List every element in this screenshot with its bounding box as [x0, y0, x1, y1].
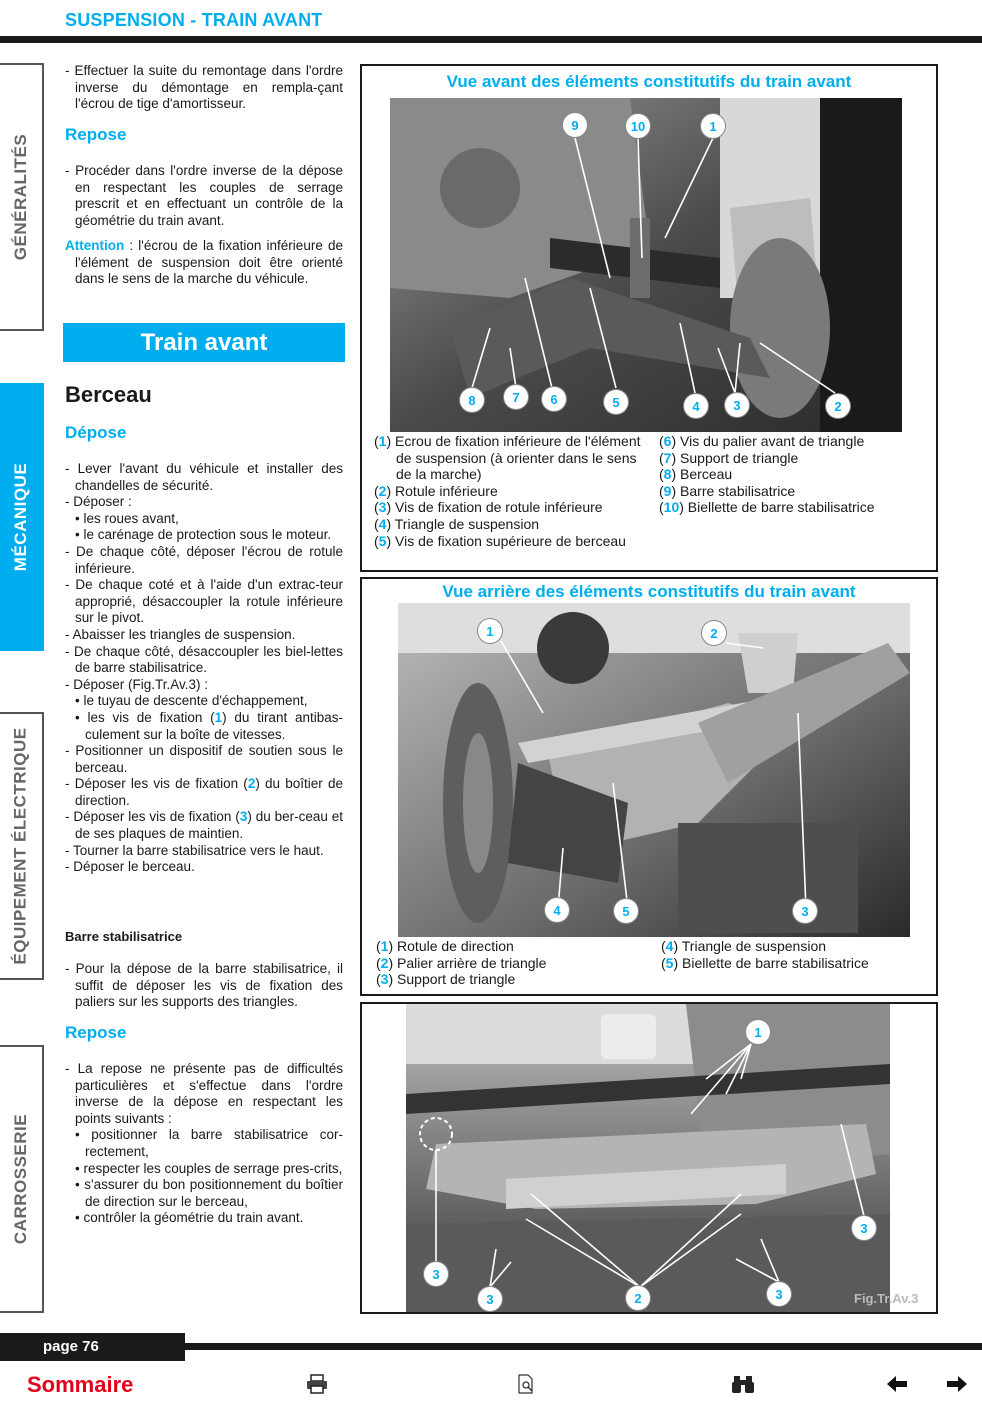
callout-marker: 2	[826, 394, 850, 418]
paren: )	[671, 449, 677, 466]
legend-number: 2	[380, 954, 389, 971]
figure-rear-view	[360, 577, 938, 996]
paren: (	[661, 954, 666, 971]
legend-number: 10	[663, 499, 680, 516]
list-item: - Effectuer la suite du remontage dans l'ordre inverse du démontage en rempla-çant l'écrou de tige d'amortisseur.	[65, 63, 343, 112]
paren: (	[659, 449, 664, 466]
callout-marker: 1	[746, 1020, 770, 1044]
paren: (	[374, 433, 379, 449]
list-item	[65, 809, 343, 842]
tab-label: CARROSSERIE	[11, 1113, 30, 1245]
list-item: - Lever l'avant du véhicule et installer des chandelles de sécurité.	[65, 461, 343, 493]
rear-suspension-illustration	[398, 603, 910, 937]
figure-front-view	[360, 64, 938, 572]
section-heading: Berceau	[65, 382, 152, 407]
callout-marker: 5	[614, 899, 638, 923]
legend-number: 4	[665, 938, 674, 954]
callout-marker: 3	[725, 393, 749, 417]
paren: )	[388, 971, 394, 988]
legend-number: 4	[378, 515, 387, 532]
list-item-text: ) du ber-ceau et de ses plaques de maintien.	[75, 809, 343, 842]
legend-entry	[374, 516, 644, 533]
legend-text: Vis de fixation supérieure de berceau	[391, 532, 626, 549]
legend-text: Triangle de suspension	[391, 515, 540, 532]
rear-suspension-photo	[398, 603, 910, 937]
list-item: - La repose ne présente pas de difficultés particulières et s'effectue dans l'ordre inverse de la dépose en respectant les points suivants :	[65, 1061, 343, 1126]
figure-subframe-view	[360, 1002, 938, 1314]
legend-text: Berceau	[676, 466, 733, 483]
legend-number: 5	[378, 532, 387, 549]
paren: )	[386, 433, 392, 449]
paren: (	[376, 938, 381, 954]
list-item: - De chaque côté, déposer l'écrou de rotule inférieure.	[65, 543, 343, 576]
paren: )	[673, 938, 679, 954]
callout-number: 3	[239, 809, 248, 825]
arrow-right-icon[interactable]	[946, 1374, 968, 1399]
list-item-text: - Déposer les vis de fixation (	[65, 809, 240, 825]
callout-marker: 4	[545, 898, 569, 922]
paren: (	[374, 499, 379, 516]
legend-entry	[659, 483, 929, 500]
callout-marker: 4	[684, 394, 708, 418]
subframe-photo	[406, 1004, 890, 1312]
legend-text: Barre stabilisatrice	[676, 482, 796, 499]
legend-number: 1	[380, 938, 389, 954]
list-item: • le tuyau de descente d'échappement,	[75, 693, 308, 709]
legend-text: Rotule de direction	[393, 938, 514, 954]
paren: (	[374, 532, 379, 549]
callout-marker: 5	[604, 390, 628, 414]
callout-marker: 2	[702, 621, 726, 645]
figure-title: Vue arrière des éléments constitutifs du train avant	[442, 582, 856, 601]
legend-entry	[374, 433, 644, 483]
paren: (	[659, 433, 664, 449]
tab-carrosserie[interactable]	[0, 1045, 44, 1313]
paren: )	[388, 938, 394, 954]
depose-list	[65, 461, 343, 876]
legend-text: Vis du palier avant de triangle	[676, 433, 865, 449]
legend-text: Vis de fixation de rotule inférieure	[391, 499, 603, 516]
section-banner: Train avant	[63, 323, 345, 362]
figure-legend	[374, 433, 644, 549]
callout-number: 2	[247, 776, 256, 792]
paren: )	[386, 532, 392, 549]
callout-marker: 1	[478, 619, 502, 643]
callout-marker: 2	[626, 1286, 650, 1310]
tab-label: ÉQUIPEMENT ÉLECTRIQUE	[11, 727, 30, 965]
list-item-text: • les vis de fixation (	[75, 709, 215, 725]
legend-number: 8	[663, 466, 672, 483]
barre-text	[65, 961, 343, 1011]
list-item: • les roues avant,	[75, 510, 179, 526]
legend-entry	[661, 938, 931, 955]
paren: )	[388, 954, 394, 971]
tab-mecanique[interactable]	[0, 383, 44, 651]
paren: (	[659, 482, 664, 499]
tab-label: GÉNÉRALITÉS	[11, 133, 30, 261]
list-item: - Procéder dans l'ordre inverse de la dépose en respectant les couples de serrage prescrit et en effectuant un contrôle de la géométrie du train avant.	[65, 163, 343, 228]
list-item-text: - Déposer les vis de fixation (	[65, 776, 248, 792]
attention-text: : l'écrou de la fixation inférieure de l'élément de suspension doit être orienté dans le sens de la marche du véhicule.	[75, 238, 343, 287]
legend-entry	[376, 971, 646, 988]
header-rule	[0, 36, 982, 43]
paren: (	[659, 466, 664, 483]
callout-marker: 7	[504, 385, 528, 409]
callout-marker: 3	[852, 1216, 876, 1240]
callout-marker: 3	[767, 1282, 791, 1306]
attention-label: Attention	[65, 238, 125, 253]
list-item: - Tourner la barre stabilisatrice vers le haut.	[65, 842, 324, 858]
list-item	[65, 710, 343, 743]
front-suspension-illustration	[390, 98, 902, 432]
legend-entry	[659, 499, 929, 516]
list-item: - Déposer :	[65, 494, 132, 510]
figure-legend	[661, 938, 931, 971]
callout-marker: 1	[701, 114, 725, 138]
callout-marker: 10	[626, 114, 650, 138]
list-item: - Abaisser les triangles de suspension.	[65, 626, 296, 642]
callout-marker: 9	[563, 113, 587, 137]
paren: )	[386, 482, 392, 499]
paren: )	[386, 499, 392, 516]
list-item: • s'assurer du bon positionnement du boîtier de direction sur le berceau,	[75, 1177, 343, 1209]
list-item-text: ) du boîtier de direction.	[75, 776, 343, 808]
paren: (	[374, 515, 379, 532]
paren: (	[376, 954, 381, 971]
legend-number: 9	[663, 482, 672, 499]
callout-marker: 3	[424, 1262, 448, 1286]
barre-heading: Barre stabilisatrice	[65, 929, 183, 944]
figure-reference: Fig.Tr.Av.3	[854, 1291, 919, 1306]
paren: )	[679, 499, 684, 516]
tab-generalites[interactable]	[0, 63, 44, 331]
tab-label: MÉCANIQUE	[11, 462, 30, 572]
figure-legend	[376, 938, 646, 988]
list-item: • le carénage de protection sous le moteur.	[75, 527, 332, 543]
arrow-left-icon[interactable]	[886, 1374, 908, 1399]
legend-entry	[376, 938, 646, 955]
list-item	[65, 776, 343, 809]
legend-entry	[659, 466, 929, 483]
list-item: - Pour la dépose de la barre stabilisatrice, il suffit de déposer les vis de fixation des paliers sur les supports des triangles.	[65, 961, 343, 1010]
legend-entry	[374, 483, 644, 500]
legend-text: Ecrou de fixation inférieure de l'élément de suspension (à orienter dans le sens de la marche)	[391, 433, 641, 483]
legend-entry	[659, 433, 929, 450]
callout-marker: 3	[793, 899, 817, 923]
legend-entry	[376, 955, 646, 972]
repose-list	[65, 1061, 343, 1227]
callout-marker: 3	[478, 1287, 502, 1311]
paren: (	[659, 499, 664, 516]
list-item: • contrôler la géométrie du train avant.	[75, 1210, 304, 1226]
callout-number: 1	[214, 709, 223, 725]
figure-title: Vue avant des éléments constitutifs du train avant	[446, 72, 852, 91]
sommaire-link[interactable]: Sommaire	[27, 1372, 134, 1397]
paren: )	[671, 482, 677, 499]
legend-number: 7	[663, 449, 672, 466]
attention-note	[65, 238, 343, 288]
search-document-icon[interactable]	[517, 1374, 535, 1399]
list-item: - Positionner un dispositif de soutien sous le berceau.	[65, 743, 343, 775]
paren: )	[673, 954, 679, 971]
list-item: - De chaque coté et à l'aide d'un extrac-teur approprié, désaccoupler la rotule inférieure sur le pivot.	[65, 577, 343, 626]
depose-heading: Dépose	[65, 423, 127, 442]
legend-entry	[374, 533, 644, 550]
legend-text: Triangle de suspension	[678, 938, 827, 954]
subframe-illustration	[406, 1004, 890, 1312]
legend-number: 5	[665, 954, 674, 971]
list-item: - Déposer (Fig.Tr.Av.3) :	[65, 676, 209, 692]
paren: )	[386, 515, 392, 532]
paren: (	[374, 482, 379, 499]
legend-number: 6	[663, 433, 672, 449]
figure-legend	[659, 433, 929, 516]
legend-number: 1	[378, 433, 387, 449]
legend-text: Rotule inférieure	[391, 482, 498, 499]
legend-text: Biellette de barre stabilisatrice	[683, 499, 875, 516]
intro-text	[65, 63, 343, 113]
callout-marker: 6	[542, 387, 566, 411]
callout-marker: 8	[460, 388, 484, 412]
list-item-text: ) du tirant antibas-culement sur la boîte de vitesses.	[85, 709, 343, 742]
legend-entry	[661, 955, 931, 972]
print-icon[interactable]	[306, 1374, 328, 1399]
legend-entry	[374, 499, 644, 516]
repose-text	[65, 163, 343, 229]
binoculars-icon[interactable]	[731, 1374, 755, 1399]
running-header: SUSPENSION - TRAIN AVANT	[65, 10, 323, 30]
list-item: • positionner la barre stabilisatrice cor-rectement,	[75, 1127, 343, 1159]
paren: (	[376, 971, 381, 988]
legend-number: 3	[380, 971, 389, 988]
paren: )	[671, 433, 677, 449]
list-item: - De chaque côté, désaccoupler les biel-lettes de barre stabilisatrice.	[65, 643, 343, 676]
footer-rule	[185, 1343, 982, 1350]
legend-number: 2	[378, 482, 387, 499]
tab-equipement-electrique[interactable]	[0, 712, 44, 980]
paren: (	[661, 938, 666, 954]
legend-entry	[659, 450, 929, 467]
list-item: • respecter les couples de serrage pres-crits,	[75, 1160, 343, 1176]
front-suspension-photo	[390, 98, 902, 432]
paren: )	[671, 466, 677, 483]
legend-text: Support de triangle	[676, 449, 799, 466]
repose-heading: Repose	[65, 125, 127, 144]
legend-text: Biellette de barre stabilisatrice	[678, 954, 869, 971]
legend-text: Support de triangle	[393, 971, 516, 988]
legend-number: 3	[378, 499, 387, 516]
repose-heading-2: Repose	[65, 1023, 127, 1042]
legend-text: Palier arrière de triangle	[393, 954, 547, 971]
page-number: page 76	[0, 1333, 185, 1361]
list-item: - Déposer le berceau.	[65, 859, 195, 875]
